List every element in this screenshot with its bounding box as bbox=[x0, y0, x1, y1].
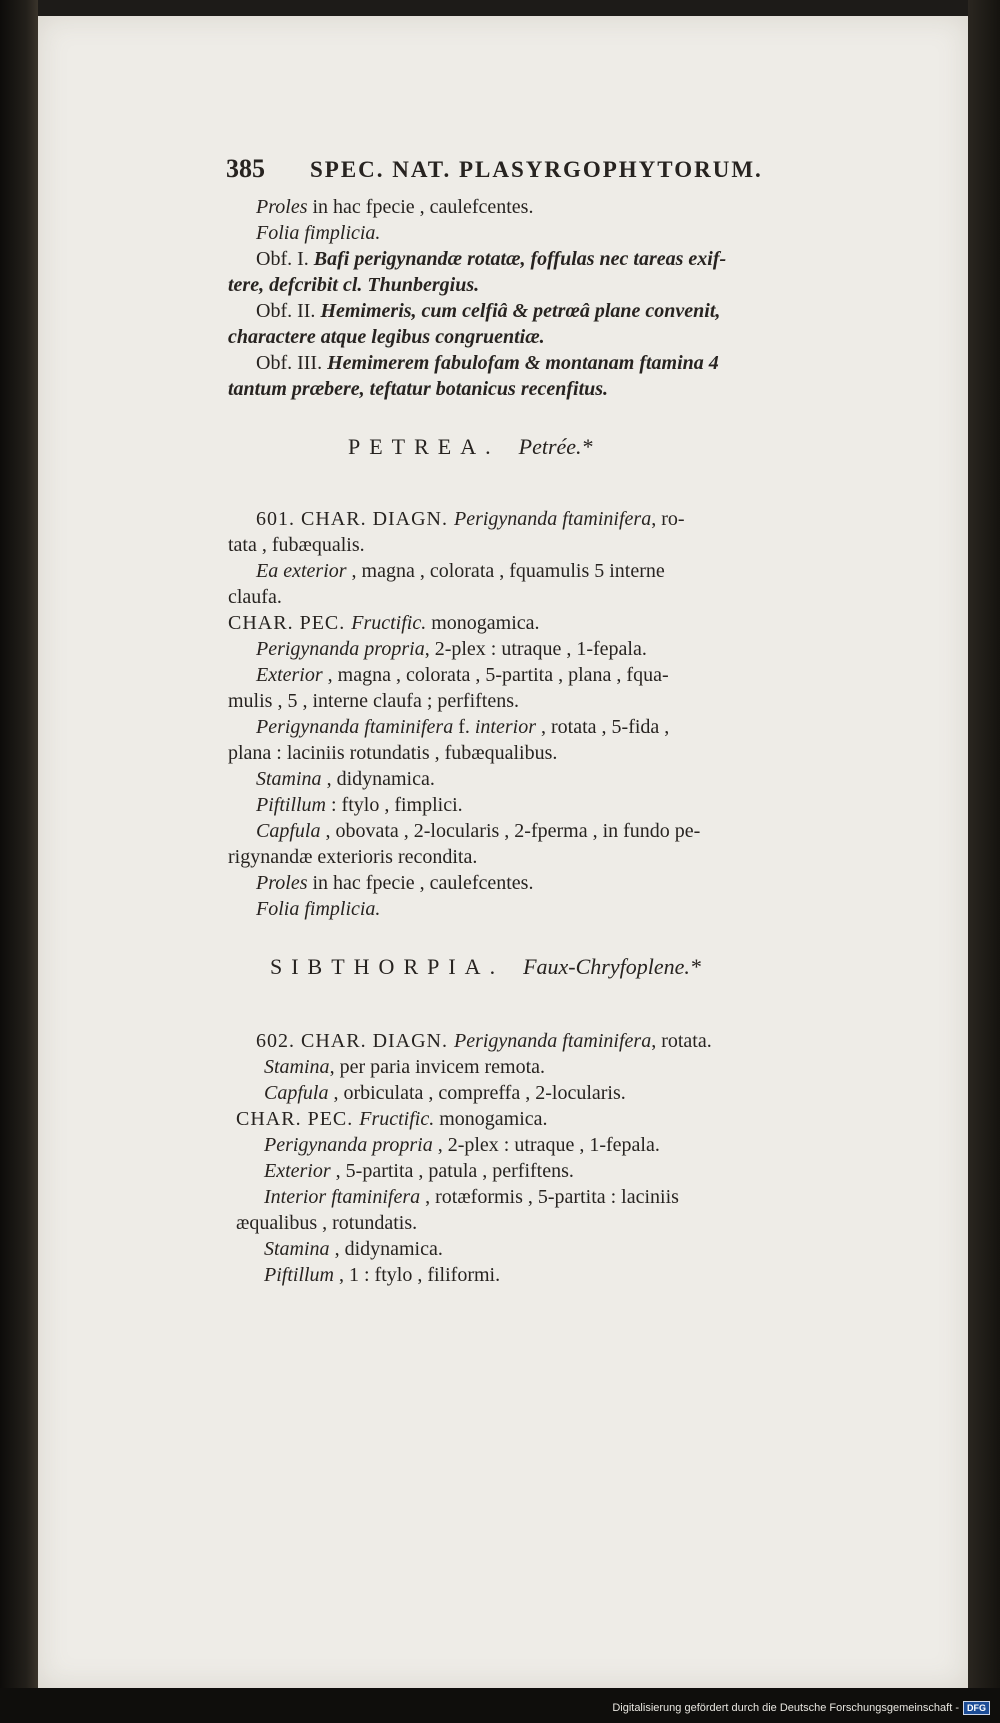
dfg-logo-icon: DFG bbox=[963, 1701, 990, 1715]
vernacular-name: Faux-Chryfoplene.* bbox=[523, 954, 701, 979]
running-header bbox=[226, 156, 763, 184]
scan-edge bbox=[968, 0, 1000, 1723]
page-number: 385 bbox=[226, 154, 265, 183]
diagnosis-line: 601. CHAR. DIAGN. Perigynanda ftaminifera, ro- bbox=[256, 508, 685, 530]
diagnosis-line: 602. CHAR. DIAGN. Perigynanda ftaminifera, rotata. bbox=[256, 1030, 712, 1052]
book-page bbox=[38, 16, 968, 1688]
observation-line: tere, defcribit cl. Thunbergius. bbox=[228, 274, 480, 296]
text-line: Perigynanda ftaminifera f. interior , rotata , 5-fida , bbox=[256, 716, 670, 738]
running-title: SPEC. NAT. PLASYRGOPHYTORUM. bbox=[310, 157, 763, 182]
character-line: CHAR. PEC. Fructific. monogamica. bbox=[236, 1108, 548, 1130]
text-line: Piftillum , 1 : ftylo , filiformi. bbox=[264, 1264, 501, 1286]
text-line: Piftillum : ftylo , fimplici. bbox=[256, 794, 463, 816]
text-line: rigynandæ exterioris recondita. bbox=[228, 846, 478, 868]
text-line: Proles in hac fpecie , caulefcentes. bbox=[256, 872, 534, 894]
text-line: Ea exterior , magna , colorata , fquamulis 5 interne bbox=[256, 560, 665, 582]
funding-text: Digitalisierung gefördert durch die Deutsche Forschungsgemeinschaft - bbox=[612, 1702, 959, 1714]
vernacular-name: Petrée.* bbox=[518, 434, 593, 459]
text-line: tata , fubæqualis. bbox=[228, 534, 365, 556]
text-line: Folia fimplicia. bbox=[256, 898, 381, 920]
text-line: Capfula , obovata , 2-locularis , 2-fperma , in fundo pe- bbox=[256, 820, 701, 842]
text-line: plana : laciniis rotundatis , fubæqualibus. bbox=[228, 742, 558, 764]
text-line: æqualibus , rotundatis. bbox=[236, 1212, 418, 1234]
book-spine-edge bbox=[0, 0, 38, 1723]
text-line: Exterior , 5-partita , patula , perfiftens. bbox=[264, 1160, 574, 1182]
observation-line: Obf. II. Hemimeris, cum celfiâ & petrœâ plane convenit, bbox=[256, 300, 721, 322]
scan-footer-band bbox=[0, 1688, 1000, 1723]
text-line: Perigynanda propria , 2-plex : utraque , 1-fepala. bbox=[264, 1134, 660, 1156]
text-line: Interior ftaminifera , rotæformis , 5-partita : laciniis bbox=[264, 1186, 679, 1208]
text-line: mulis , 5 , interne claufa ; perfiftens. bbox=[228, 690, 520, 712]
text-line: Folia fimplicia. bbox=[256, 222, 381, 244]
text-line: Stamina , didynamica. bbox=[264, 1238, 443, 1260]
text-line: Perigynanda propria, 2-plex : utraque , 1-fepala. bbox=[256, 638, 647, 660]
text-line: Stamina, per paria invicem remota. bbox=[264, 1056, 546, 1078]
observation-line: Obf. I. Bafi perigynandæ rotatæ, foffulas nec tareas exif- bbox=[256, 248, 727, 270]
funding-notice bbox=[612, 1701, 990, 1715]
genus-heading bbox=[270, 954, 701, 981]
text-line: Stamina , didynamica. bbox=[256, 768, 435, 790]
genus-name: PETREA. bbox=[348, 434, 500, 459]
text-line: Exterior , magna , colorata , 5-partita , plana , fqua- bbox=[256, 664, 669, 686]
text-line: Capfula , orbiculata , compreffa , 2-locularis. bbox=[264, 1082, 626, 1104]
text-line: Proles in hac fpecie , caulefcentes. bbox=[256, 196, 534, 218]
observation-line: charactere atque legibus congruentiæ. bbox=[228, 326, 545, 348]
observation-line: tantum præbere, teftatur botanicus recenfitus. bbox=[228, 378, 609, 400]
genus-heading bbox=[348, 434, 593, 461]
observation-line: Obf. III. Hemimerem fabulofam & montanam ftamina 4 bbox=[256, 352, 719, 374]
genus-name: SIBTHORPIA. bbox=[270, 954, 505, 979]
character-line: CHAR. PEC. Fructific. monogamica. bbox=[228, 612, 540, 634]
text-line: claufa. bbox=[228, 586, 282, 608]
